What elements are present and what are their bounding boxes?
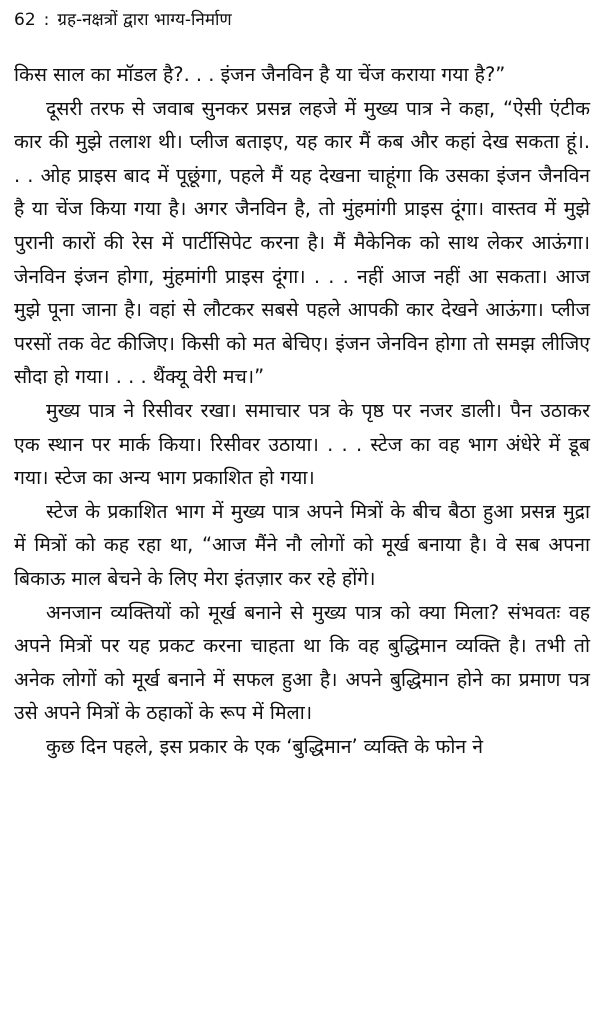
running-header: [14, 8, 590, 38]
page-number: 62: [14, 10, 36, 30]
paragraph: स्टेज के प्रकाशित भाग में मुख्य पात्र अपने मित्रों के बीच बैठा हुआ प्रसन्न मुद्रा में मित्रों को कह रहा था, “आज मैंने नौ लोगों को मूर्ख बनाया है। वे सब अपना बिकाऊ माल बेचने के लिए मेरा इंतज़ार कर रहे होंगे।: [14, 499, 590, 590]
paragraph: अनजान व्यक्तियों को मूर्ख बनाने से मुख्य पात्र को क्या मिला? संभवतः वह अपने मित्रों पर यह प्रकट करना चाहता था कि वह बुद्धिमान व्यक्ति है। तभी तो अनेक लोगों को मूर्ख बनाने में सफल हुआ है। अपने बुद्धिमान होने का प्रमाण पत्र उसे अपने मित्रों के ठहाकों के रूप में मिला।: [14, 600, 590, 725]
body-text: [14, 58, 590, 763]
header-separator: :: [43, 10, 50, 30]
paragraph: किस साल का मॉडल है?. . . इंजन जैनविन है या चेंज कराया गया है?”: [14, 63, 506, 86]
book-title: ग्रह-नक्षत्रों द्वारा भाग्य-निर्माण: [57, 10, 232, 30]
paragraph: दूसरी तरफ से जवाब सुनकर प्रसन्न लहजे में मुख्य पात्र ने कहा, “ऐसी एंटीक कार की मुझे तलाश थी। प्लीज बताइए, यह कार मैं कब और कहां देख सकता हूं।. . . ओह प्राइस बाद में पूछूंगा, पहले मैं यह देखना चाहूंगा कि उसका इंजन जैनविन है या चेंज किया गया है। अगर जैनविन है, तो मुंहमांगी प्राइस दूंगा। वास्तव में मुझे पुरानी कारों की रेस में पार्टीसिपेट करना है। मैं मैकेनिक को साथ लेकर आऊंगा। जेनविन इंजन होगा, मुंहमांगी प्राइस दूंगा। . . . नहीं आज नहीं आ सकता। आज मुझे पूना जाना है। वहां से लौटकर सबसे पहले आपकी कार देखने आऊंगा। प्लीज परसों तक वेट कीजिए। किसी को मत बेचिए। इंजन जेनविन होगा तो समझ लीजिए सौदा हो गया। . . . थैंक्यू वेरी मच।”: [14, 96, 590, 389]
paragraph: मुख्य पात्र ने रिसीवर रखा। समाचार पत्र के पृष्ठ पर नजर डाली। पैन उठाकर एक स्थान पर मार्क किया। रिसीवर उठाया। . . . स्टेज का वह भाग अंधेरे में डूब गया। स्टेज का अन्य भाग प्रकाशित हो गया।: [14, 398, 590, 490]
paragraph: कुछ दिन पहले, इस प्रकार के एक ‘बुद्धिमान’ व्यक्ति के फोन ने: [46, 734, 484, 758]
